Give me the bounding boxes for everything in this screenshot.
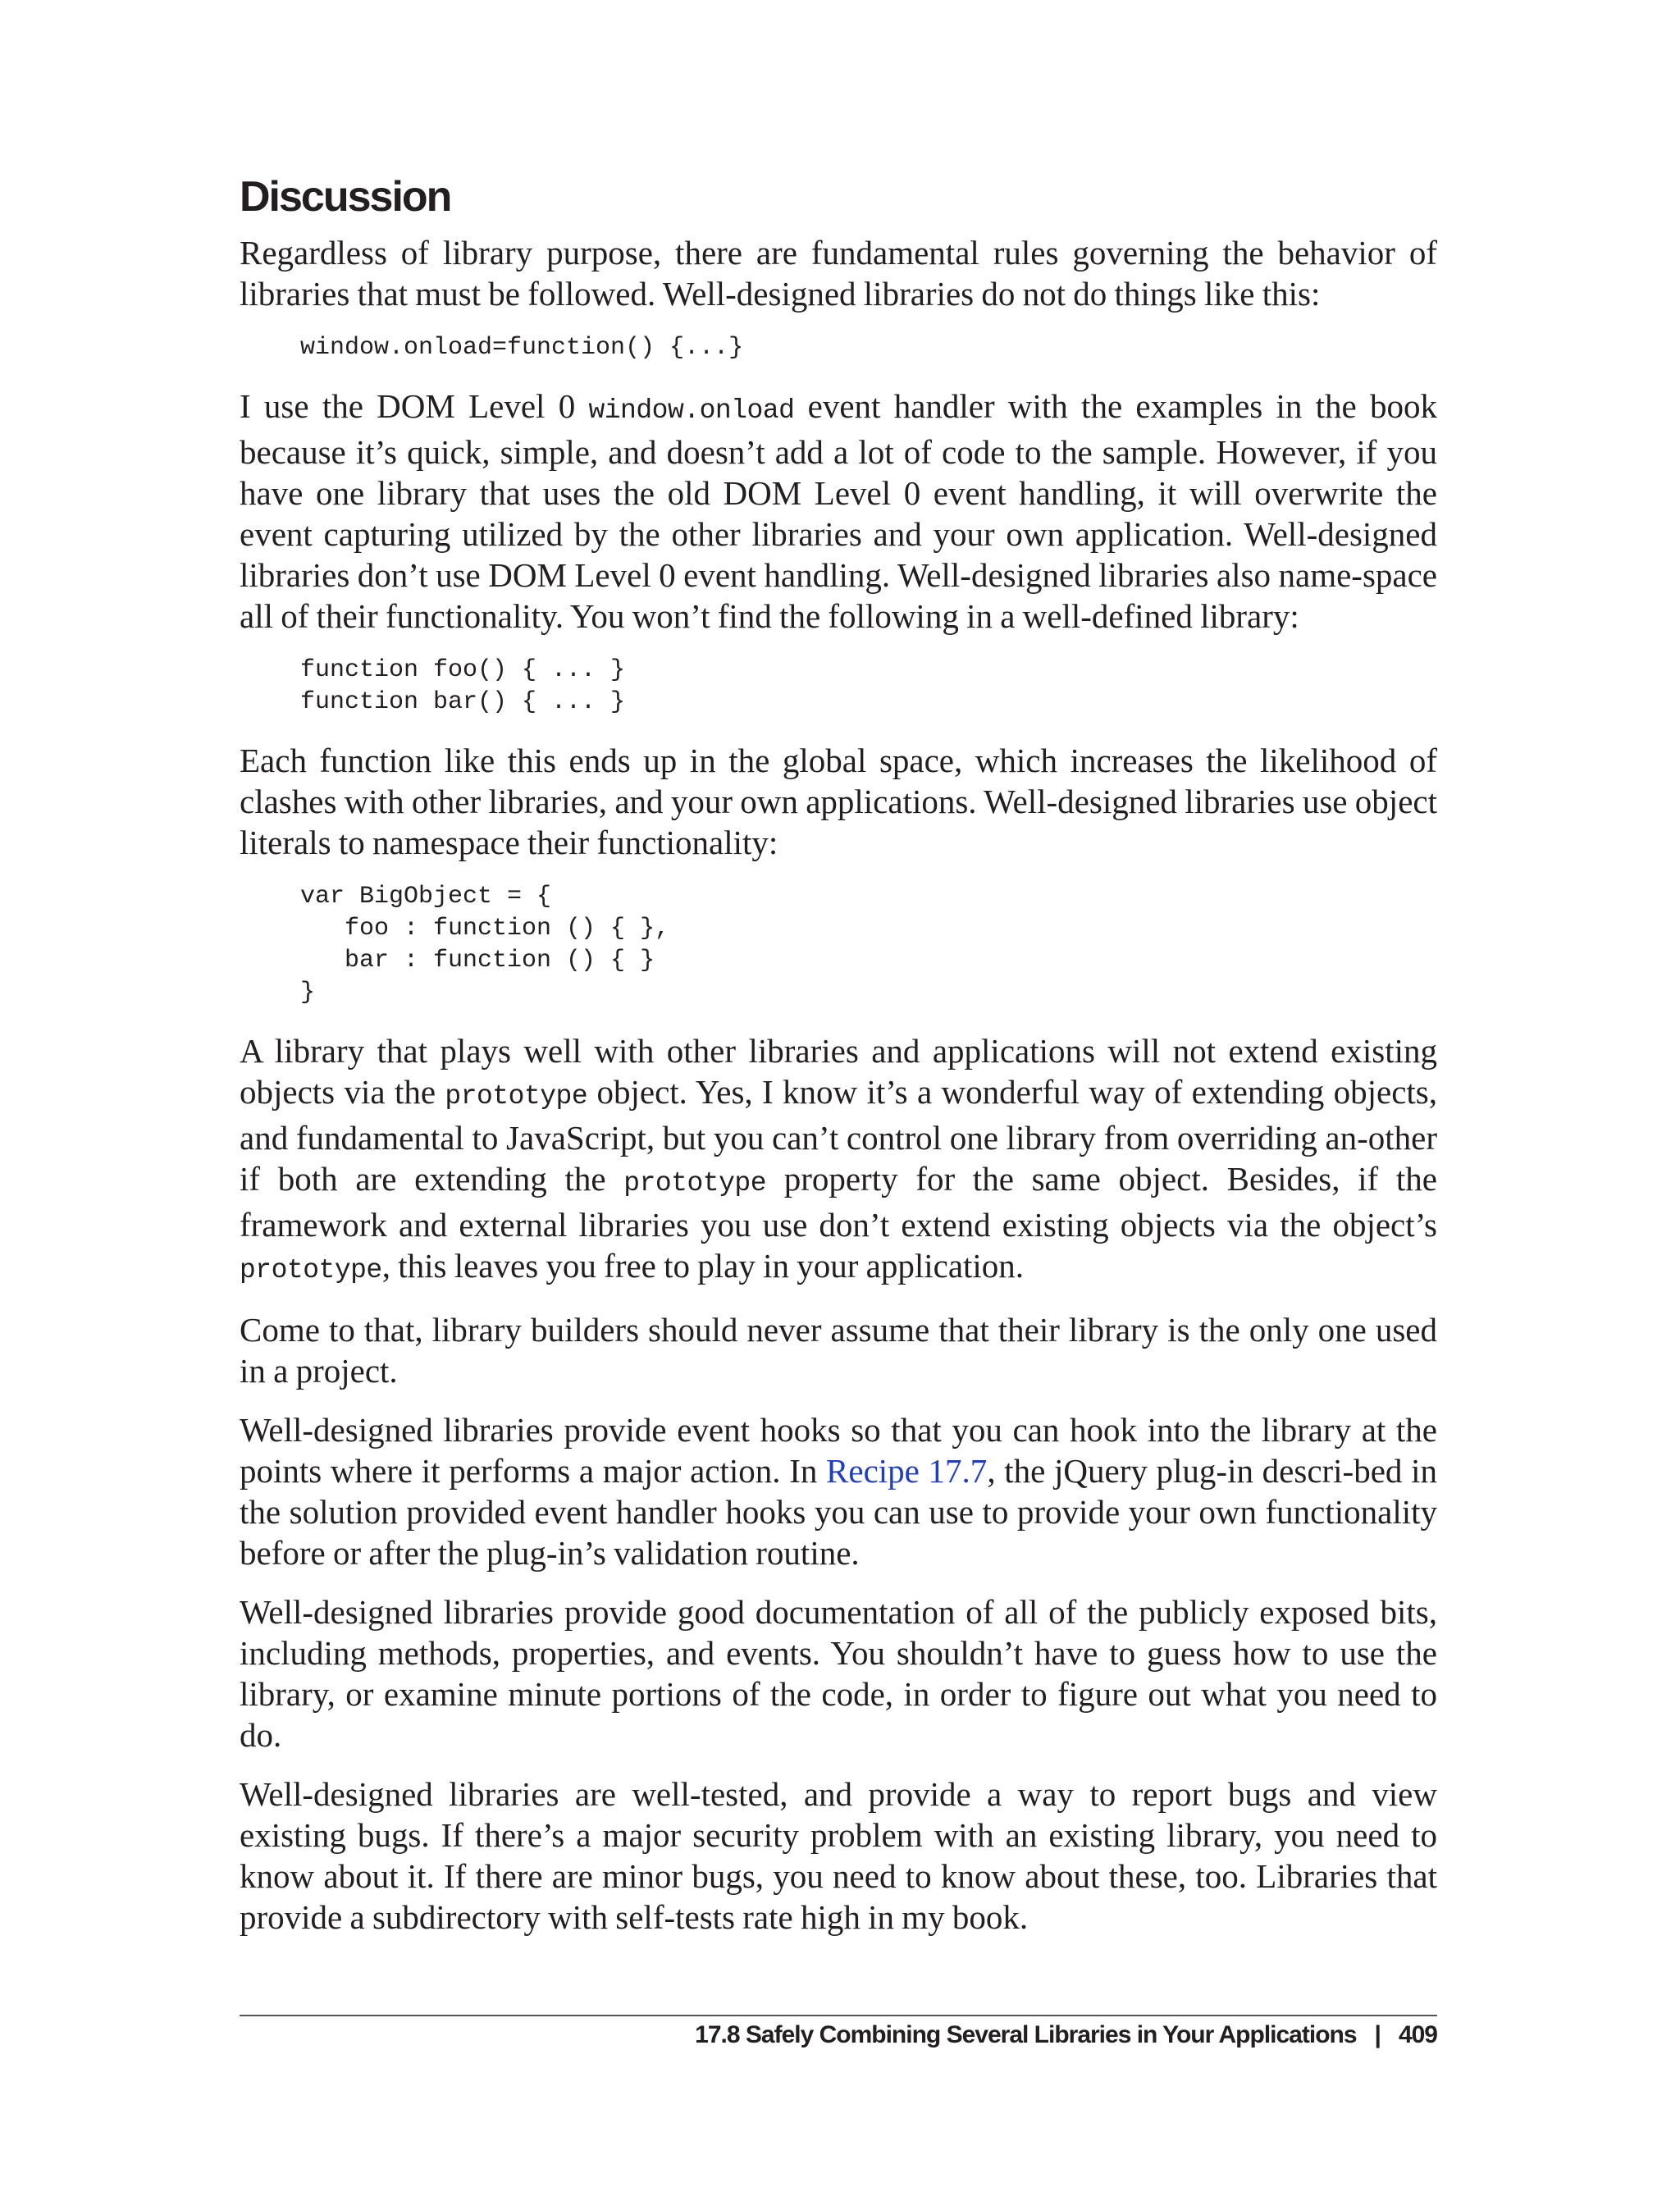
inline-code-prototype-1: prototype — [445, 1081, 588, 1112]
paragraph-4-text-c: property for the same object. Besides, if the framework and external libraries you use don’t extend existing objects via the object’s — [240, 1160, 1437, 1244]
paragraph-5: Come to that, library builders should never assume that their library is the only one used in a project. — [240, 1311, 1437, 1390]
code-block-3: var BigObject = { foo : function () { }, bar : function () { } } — [300, 883, 670, 1007]
inline-code-prototype-2: prototype — [623, 1168, 766, 1199]
paragraph-7: Well-designed libraries provide good documentation of all of the publicly exposed bits, including methods, properties, and events. You shouldn’t have to guess how to use the library, or examine minute portions of the code, in order to figure out what you need to do. — [240, 1593, 1437, 1755]
page-content — [240, 174, 1437, 1956]
recipe-17-7-link[interactable]: Recipe 17.7 — [826, 1452, 988, 1491]
page-footer — [240, 2021, 1437, 2049]
footer-separator: | — [1374, 2021, 1381, 2048]
paragraph-6-text-a: Well-designed libraries provide event hooks so that you can hook into the library at the points where it performs a major action. In — [240, 1411, 1437, 1491]
paragraph-2-text-a: I use the DOM Level 0 — [240, 387, 589, 426]
code-block-2: function foo() { ... } function bar() { ... } — [300, 656, 626, 717]
paragraph-2-text-b: event handler with the examples in the book because it’s quick, simple, and doesn’t add a lot of code to the sample. However, if you have one library that uses the old DOM Level 0 event handling, it will overwrite the event capturing utilized by the other libraries and your own application. Well-designed libraries don’t use DOM Level 0 event handling. Well-designed libraries also name-space all of their functionality. You won’t find the following in a well-defined library: — [240, 387, 1437, 636]
inline-code-prototype-3: prototype — [240, 1255, 382, 1286]
paragraph-6-text-b: , the jQuery plug-in descri-bed in the solution provided event handler hooks you can use to provide your own functionality before or after the plug-in’s validation routine. — [240, 1452, 1437, 1573]
code-block-1: window.onload=function() {...} — [300, 334, 744, 363]
paragraph-8: Well-designed libraries are well-tested, and provide a way to report bugs and view existing bugs. If there’s a major security problem with an existing library, you need to know about it. If there are minor bugs, you need to know about these, too. Libraries that provide a subdirectory with self-tests rate high in my book. — [240, 1775, 1437, 1937]
paragraph-2 — [240, 386, 1437, 637]
paragraph-1: Regardless of library purpose, there are fundamental rules governing the behavior of libraries that must be followed. Well-designed libraries do not do things like this: — [240, 234, 1437, 313]
paragraph-6 — [240, 1409, 1437, 1573]
paragraph-4-text-b: object. Yes, I know it’s a wonderful way of extending objects, and fundamental to JavaScript, but you can’t control one library from overriding an-other if both are extending the — [240, 1073, 1437, 1198]
footer-divider — [240, 2015, 1437, 2016]
paragraph-4-text-d: , this leaves you free to play in your application. — [381, 1247, 1025, 1285]
section-heading: Discussion — [240, 173, 451, 221]
paragraph-4 — [240, 1030, 1437, 1291]
running-title: 17.8 Safely Combining Several Libraries in Your Applications — [695, 2021, 1357, 2048]
paragraph-3: Each function like this ends up in the global space, which increases the likelihood of clashes with other libraries, and your own applications. Well-designed libraries use object literals to namespace their functionality: — [240, 742, 1437, 862]
page-number: 409 — [1398, 2021, 1437, 2048]
paragraph-4-text-a: A library that plays well with other libraries and applications will not extend existing objects via the — [240, 1032, 1437, 1112]
inline-code-window-onload: window.onload — [588, 395, 795, 427]
